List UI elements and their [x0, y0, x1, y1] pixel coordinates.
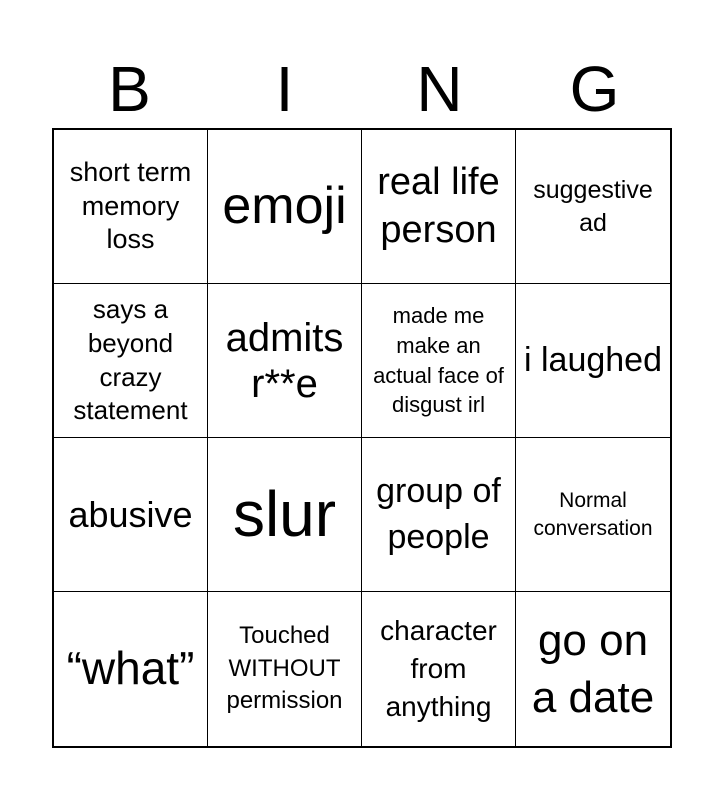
bingo-cell-label: character from anything [380, 615, 497, 722]
bingo-cell[interactable] [54, 438, 208, 592]
bingo-cell[interactable] [208, 130, 362, 284]
bingo-cell-label: says a beyond crazy statement [73, 293, 188, 426]
bingo-cell-label: “what” [66, 642, 195, 695]
bingo-cell[interactable] [54, 592, 208, 746]
bingo-cell[interactable] [362, 438, 516, 592]
bingo-cell-label: Touched WITHOUT permission [226, 622, 343, 715]
bingo-cell[interactable] [516, 284, 670, 438]
bingo-cell-label: i laughed [523, 340, 662, 379]
bingo-cell[interactable] [362, 592, 516, 746]
bingo-cell-label: real life person [377, 161, 500, 251]
bingo-header [52, 50, 672, 128]
header-letter-n: N [416, 53, 463, 125]
bingo-cell-label: suggestive ad [533, 176, 653, 237]
bingo-cell[interactable] [362, 284, 516, 438]
header-letter-i: I [275, 53, 294, 125]
bingo-cell-label: Normal conversation [533, 489, 653, 540]
bingo-cell[interactable] [516, 592, 670, 746]
bingo-cell-label: short term memory loss [69, 156, 192, 255]
bingo-cell[interactable] [208, 438, 362, 592]
bingo-cell-label: admits r**e [225, 315, 344, 406]
bingo-cell[interactable] [208, 284, 362, 438]
bingo-cell[interactable] [516, 438, 670, 592]
bingo-cell-label: go on a date [531, 615, 655, 722]
bingo-cell[interactable] [54, 284, 208, 438]
bingo-cell-label: emoji [222, 176, 347, 235]
bingo-cell-label: abusive [68, 493, 193, 535]
bingo-cell-label: slur [232, 478, 337, 551]
bingo-cell-label: group of people [376, 471, 501, 556]
header-letter-b: B [108, 53, 151, 125]
bingo-grid [52, 128, 672, 748]
bingo-cell-label: made me make an actual face of disgust irl [373, 303, 504, 418]
header-letter-g: G [569, 53, 620, 125]
bingo-cell[interactable] [362, 130, 516, 284]
bingo-cell[interactable] [208, 592, 362, 746]
bingo-cell[interactable] [516, 130, 670, 284]
bingo-cell[interactable] [54, 130, 208, 284]
